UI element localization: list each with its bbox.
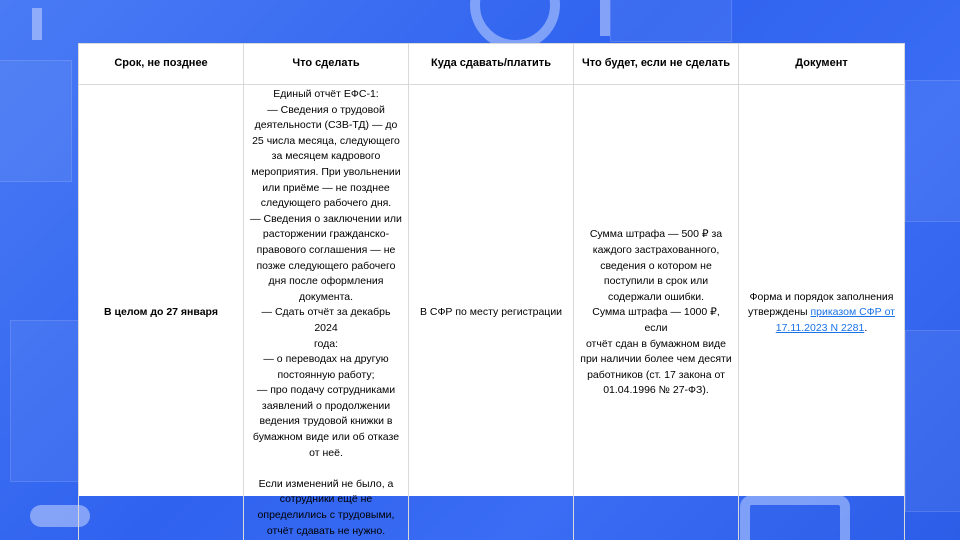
penalty-line: содержали ошибки. — [607, 290, 705, 303]
todo-line: от неё. — [309, 446, 343, 459]
todo-line: бумажном виде или об отказе — [252, 431, 400, 444]
table-row — [79, 85, 905, 540]
document-line — [745, 305, 898, 321]
bg-tile — [610, 0, 732, 42]
deadline-table-container — [78, 43, 904, 537]
header-where: Куда сдавать/платить — [409, 44, 574, 85]
order-link-part1[interactable]: приказом СФР от — [810, 306, 895, 319]
todo-line: документа. — [298, 290, 354, 303]
penalty-line: при наличии более чем десяти — [580, 353, 732, 366]
cell-what-to-do — [244, 85, 409, 540]
todo-line: отчёт сдавать не нужно. — [266, 524, 386, 537]
header-what-to-do: Что сделать — [244, 44, 409, 85]
todo-line: ведения трудовой книжки в — [259, 415, 393, 428]
todo-line: — Сведения о заключении или — [250, 212, 402, 225]
penalty-line: отчёт сдан в бумажном виде — [585, 337, 727, 350]
todo-line: — Сдать отчёт за декабрь 2024 — [261, 306, 391, 334]
todo-line: Если изменений не было, а — [258, 477, 394, 490]
penalty-line: каждого застрахованного, — [592, 243, 720, 256]
cell-deadline: В целом до 27 января — [79, 85, 244, 540]
bg-bar — [600, 0, 610, 36]
todo-line: следующего рабочего дня. — [260, 197, 392, 210]
bg-bar — [32, 8, 42, 40]
penalty-line: сведения о котором не — [600, 259, 712, 272]
todo-line: — про подачу сотрудниками — [256, 384, 396, 397]
todo-line: определились с трудовыми, — [257, 509, 395, 522]
todo-line: позже следующего рабочего — [256, 259, 396, 272]
penalty-line: Сумма штрафа — 1000 ₽, если — [592, 306, 720, 334]
order-link-part2[interactable]: 17.11.2023 N 2281 — [775, 321, 865, 334]
todo-line: заявлений о продолжении — [261, 399, 391, 412]
todo-line-blank — [250, 461, 402, 477]
todo-line: дня после оформления — [268, 275, 384, 288]
bg-tile — [905, 330, 960, 512]
todo-line: постоянную работу; — [277, 368, 375, 381]
deadline-table — [78, 43, 905, 540]
todo-line: Единый отчёт ЕФС-1: — [273, 88, 379, 100]
todo-line: года: — [313, 337, 339, 350]
todo-line: — Сведения о трудовой — [267, 103, 385, 116]
document-line: Форма и порядок заполнения — [749, 290, 894, 303]
header-deadline: Срок, не позднее — [79, 44, 244, 85]
todo-line: мероприятия. При увольнении — [251, 165, 401, 178]
todo-line: за месяцем кадрового — [271, 150, 381, 163]
header-document: Документ — [739, 44, 905, 85]
document-line — [745, 321, 898, 337]
bg-tile — [0, 60, 72, 182]
penalty-line: Сумма штрафа — 500 ₽ за — [589, 228, 723, 241]
todo-line: или приёме — не позднее — [262, 181, 390, 194]
penalty-line: 01.04.1996 № 27-ФЗ). — [603, 384, 709, 397]
cell-document — [739, 85, 905, 540]
todo-line: — о переводах на другую — [263, 353, 389, 366]
todo-line: 25 числа месяца, следующего — [252, 134, 400, 147]
penalty-line: поступили в срок или — [603, 275, 709, 288]
document-suffix: . — [864, 321, 868, 334]
todo-line: деятельности (СЗВ-ТД) — до — [254, 119, 398, 132]
cell-consequences — [574, 85, 739, 540]
bg-tile — [10, 320, 82, 482]
document-prefix: утверждены — [748, 306, 811, 319]
todo-line: сотрудники ещё не — [279, 493, 373, 506]
bg-tile — [905, 80, 960, 222]
todo-line: расторжении гражданско- — [262, 228, 390, 241]
header-consequences: Что будет, если не сделать — [574, 44, 739, 85]
todo-line: правового соглашения — не — [256, 243, 396, 256]
cell-where: В СФР по месту регистрации — [409, 85, 574, 540]
table-header-row — [79, 44, 905, 85]
penalty-line: работников (ст. 17 закона от — [587, 368, 725, 381]
